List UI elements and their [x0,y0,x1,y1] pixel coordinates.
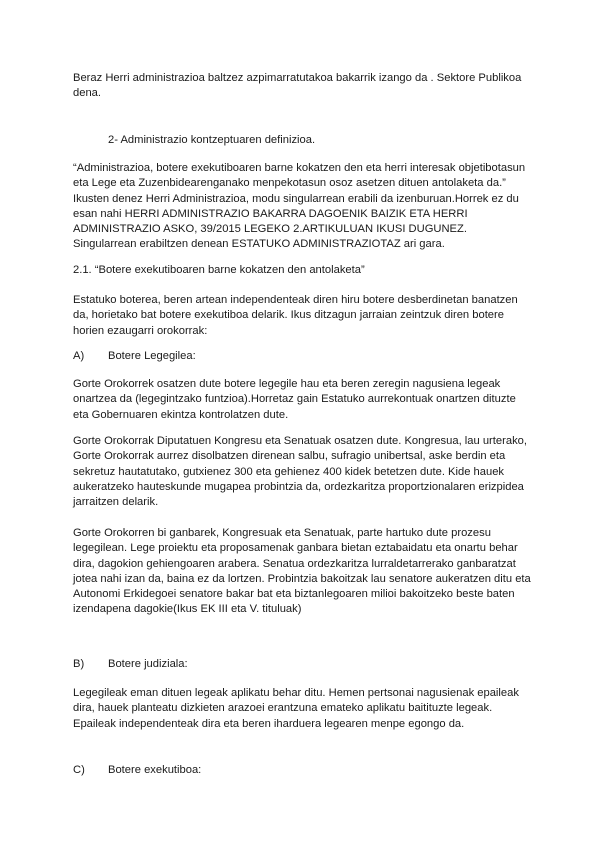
paragraph-judicial: Legegileak eman dituen legeak aplikatu behar ditu. Hemen pertsonai nagusienak epaileak dira, hauek planteatu dizkieten arazoei erantzuna emateko aplikatu baitituzte legeak. Epaileak independenteak dira eta beren iharduera legearen menpe egongo da. [73,687,519,730]
section-heading-2: 2- Administrazio kontzeptuaren definizioa. [108,134,316,146]
section-b-title: Botere judiziala: [108,658,188,670]
section-a-title: Botere Legegilea: [108,350,196,362]
paragraph-state-powers: Estatuko boterea, beren artean independenteak diren hiru botere desberdinetan banatzen da, horietako bat botere exekutiboa delarik. Ikus ditzagun jarraian zeintzuk diren botere horien ezaugarri orokorrak: [73,294,518,337]
paragraph-definition-quote: “Administrazioa, botere exekutiboaren barne kokatzen den eta herri interesak objetibotasun eta Lege eta Zuzenbidearenganako menpekotasun osoz asetzen dituen antolaketa da.” Ikusten denez Herri Administrazioa, modu singularrean erabili da izenburuan.Horrek ez du esan nahi HERRI ADMINISTRAZIO BAKARRA DAGOENIK BAIZIK ETA HERRI ADMINISTRAZIO ASKO, 39/2015 LEGEKO 2.ARTIKULUAN IKUSI DUGUNEZ. Singularrean erabiltzen denean ESTATUKO ADMINISTRAZIOTAZ ari gara. [73,162,526,251]
paragraph-gorte-3: Gorte Orokorren bi ganbarek, Kongresuak eta Senatuak, parte hartuko dute prozesu legegilean. Lege proiektu eta proposamenak ganbara bietan eztabaidatu eta onartu behar dira, dagokion gehiengoaren arabera. Senatua ordezkaritza lurraldetarrerako ganbaratzat jotea nahi izan da, baina ez da lortzen. Probintzia bakoitzak lau senatore aukeratzen ditu eta Autonomi Erkidegoei senatore bakar bat eta biztanlegoaren milioi bakoitzeko beste baten izendapena dagokie(Ikus EK III eta V. tituluak) [73,527,531,616]
paragraph-gorte-1: Gorte Orokorrek osatzen dute botere legegile hau eta beren zeregin nagusiena legeak onartzea da (legegintzako funtzioa).Horretaz gain Estatuko aurrekontuak onartzen dituzte eta Gobernuaren ekintza kontrolatzen dute. [73,378,516,421]
section-c-title: Botere exekutiboa: [108,764,202,776]
section-heading-2-1: 2.1. “Botere exekutiboaren barne kokatzen den antolaketa” [73,264,365,276]
paragraph-intro: Beraz Herri administrazioa baltzez azpimarratutakoa bakarrik izango da . Sektore Publikoa dena. [73,72,522,100]
section-b-letter: B) [73,658,85,670]
section-a-letter: A) [73,350,85,362]
paragraph-gorte-2: Gorte Orokorrak Diputatuen Kongresu eta Senatuak osatzen dute. Kongresua, lau urterako, Gorte Orokorrak aurrez disolbatzen direnean salbu, sufragio unibertsal, aske berdin eta sekretuz hautatutako, gutxienez 300 eta gehienez 400 kidek betetzen dute. Kide hauek aukeratzeko hauteskunde mugapea probintzia da, ordezkaritza proportzionalaren erizpidea jarraitzen delarik. [73,435,527,509]
section-c-letter: C) [73,764,85,776]
